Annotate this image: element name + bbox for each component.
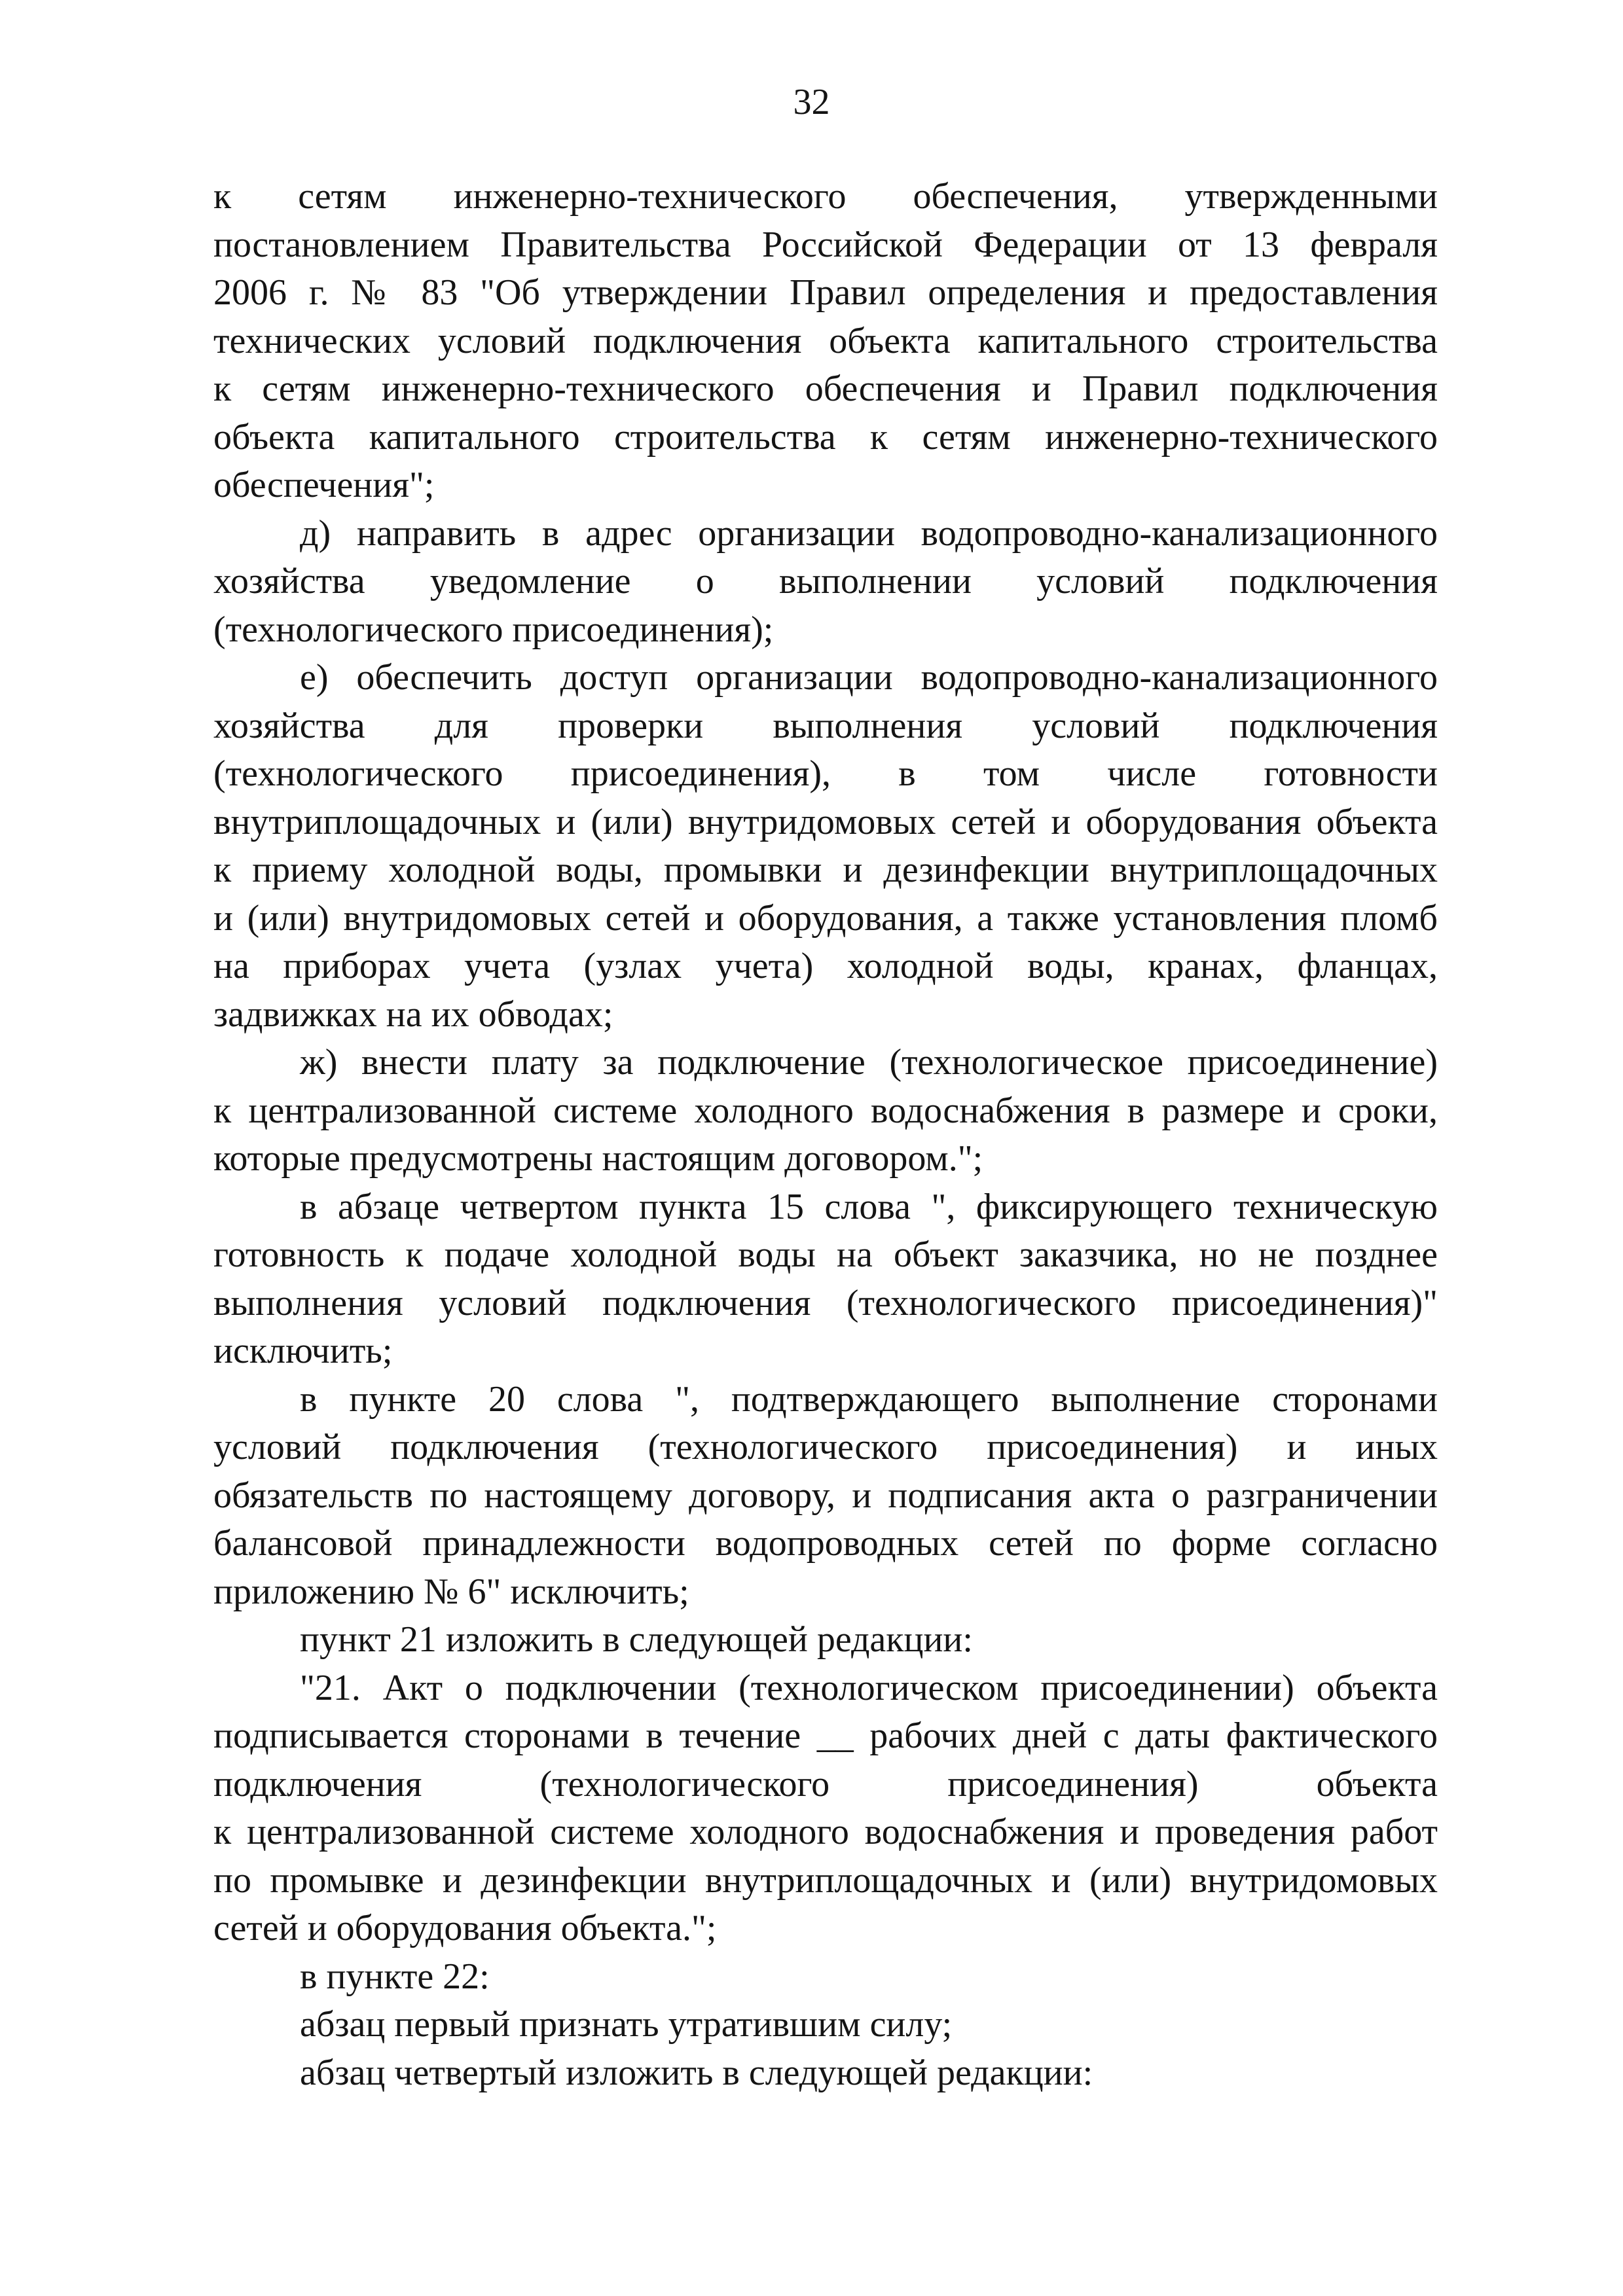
text-line: выполнения условий подключения (технологического присоединения)" [213, 1282, 1438, 1323]
text-line: к сетям инженерно-технического обеспечения и Правил подключения [213, 368, 1438, 409]
text-line: хозяйства для проверки выполнения условий подключения [213, 705, 1438, 746]
text-line: к централизованной системе холодного водоснабжения и проведения работ [213, 1812, 1438, 1852]
text-line: по промывке и дезинфекции внутриплощадочных и (или) внутридомовых [213, 1859, 1438, 1901]
document-body [213, 173, 1438, 2097]
text-line: хозяйства уведомление о выполнении условий подключения [213, 561, 1438, 601]
text-line: 2006 г. № 83 "Об утверждении Правил определения и предоставления [213, 272, 1438, 313]
text-line: абзац четвертый изложить в следующей редакции: [300, 2052, 1093, 2093]
text-line: сетей и оборудования объекта."; [213, 1908, 717, 1948]
text-line: к сетям инженерно-технического обеспечения, утвержденными [213, 176, 1438, 217]
text-line: технических условий подключения объекта капитального строительства [213, 320, 1438, 361]
text-line: (технологического присоединения); [213, 609, 774, 650]
text-line: в пункте 22: [300, 1956, 490, 1997]
text-line: внутриплощадочных и (или) внутридомовых сетей и оборудования объекта [213, 801, 1438, 842]
text-line: которые предусмотрены настоящим договором."; [213, 1138, 983, 1179]
text-line: "21. Акт о подключении (технологическом присоединении) объекта [300, 1667, 1438, 1708]
text-line: пункт 21 изложить в следующей редакции: [300, 1619, 973, 1660]
text-line: абзац первый признать утратившим силу; [300, 2004, 953, 2045]
text-line: условий подключения (технологического присоединения) и иных [213, 1427, 1438, 1467]
text-line: готовность к подаче холодной воды на объект заказчика, но не позднее [213, 1234, 1438, 1275]
text-line: обеспечения"; [213, 465, 435, 505]
text-line: объекта капитального строительства к сетям инженерно-технического [213, 416, 1438, 457]
text-line: к централизованной системе холодного водоснабжения в размере и сроки, [213, 1090, 1438, 1131]
text-line: и (или) внутридомовых сетей и оборудования, а также установления пломб [213, 897, 1438, 939]
text-line: ж) внести плату за подключение (технологическое присоединение) [300, 1042, 1438, 1083]
text-line: (технологического присоединения), в том числе готовности [213, 753, 1438, 794]
text-line: исключить; [213, 1331, 393, 1371]
text-line: в пункте 20 слова ", подтверждающего выполнение сторонами [300, 1378, 1438, 1420]
text-line: е) обеспечить доступ организации водопроводно-канализационного [300, 657, 1438, 698]
text-line: приложению № 6" исключить; [213, 1571, 689, 1612]
text-line: задвижках на их обводах; [213, 994, 613, 1035]
text-line: обязательств по настоящему договору, и подписания акта о разграничении [213, 1475, 1438, 1516]
page-number: 32 [793, 82, 830, 122]
text-line: подключения (технологического присоединения) объекта [213, 1763, 1438, 1804]
text-line: в абзаце четвертом пункта 15 слова ", фиксирующего техническую [300, 1186, 1438, 1227]
text-line: подписывается сторонами в течение __ рабочих дней с даты фактического [213, 1715, 1438, 1756]
text-line: на приборах учета (узлах учета) холодной воды, кранах, фланцах, [213, 946, 1438, 986]
text-line: постановлением Правительства Российской Федерации от 13 февраля [213, 224, 1438, 265]
text-line: балансовой принадлежности водопроводных сетей по форме согласно [213, 1523, 1438, 1564]
text-line: д) направить в адрес организации водопроводно-канализационного [300, 512, 1438, 554]
text-line: к приему холодной воды, промывки и дезинфекции внутриплощадочных [213, 850, 1438, 890]
